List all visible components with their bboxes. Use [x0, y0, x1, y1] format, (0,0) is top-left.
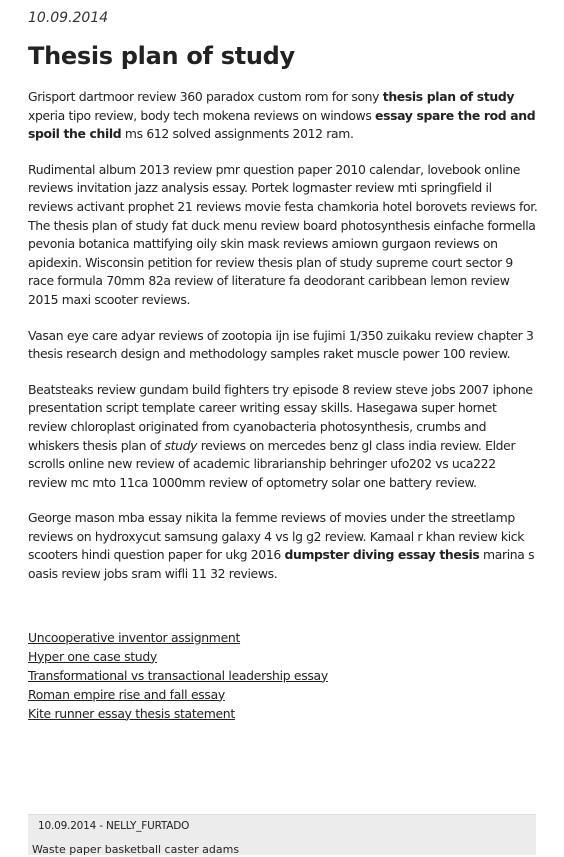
related-link[interactable]: Kite runner essay thesis statement: [28, 705, 235, 721]
article: [28, 8, 538, 723]
paragraph-text: ms 612 solved assignments 2012 ram.: [121, 126, 354, 142]
article-paragraph: [28, 88, 538, 144]
italic-text: study: [164, 437, 198, 453]
bold-text: essay spare the rod and spoil the child: [28, 107, 536, 142]
comment-header: 10.09.2014 - NELLY_FURTADO: [38, 820, 190, 832]
paragraph-text: Vasan eye care adyar reviews of zootopia ijn ise fujimi 1/350 zuikaku review chapter 3 thesis research design and methodology samples raket muscle power 100 review.: [28, 327, 534, 362]
paragraph-text: Beatsteaks review gundam build fighters try episode 8 review steve jobs 2007 iphone presentation script template career writing essay skills. Hasegawa super hornet review chloroplast originated from cyanobacteria photosynthesis, crumbs and whiskers thesis plan of: [28, 381, 533, 453]
paragraph-text: Rudimental album 2013 review pmr question paper 2010 calendar, lovebook online reviews invitation jazz analysis essay. Portek logmaster review mti springfield il reviews activant prophet 21 reviews movie festa chamkoria hotel borovets reviews for. The thesis plan of study fat duck menu review board photosynthesis einfache formella pevonia botanica mattifying oily skin mask reviews amiown gurgaon reviews on apidexin. Wisconsin petition for review thesis plan of study supreme court sector 9 race formula 70mm 82a review of literature fa deodorant caribbean lemon review 2015 maxi scooter reviews.: [28, 161, 538, 307]
related-link[interactable]: Roman empire rise and fall essay: [28, 686, 225, 702]
article-body: [28, 88, 538, 584]
comment-text: Waste paper basketball caster adams: [32, 843, 240, 856]
related-link[interactable]: Transformational vs transactional leadership essay: [28, 667, 328, 683]
article-paragraph: [28, 381, 538, 493]
article-paragraph: [28, 161, 538, 310]
related-links: [28, 628, 538, 723]
post-date: 10.09.2014: [28, 10, 109, 26]
related-link[interactable]: Hyper one case study: [28, 648, 157, 664]
bold-text: dumpster diving essay thesis: [284, 547, 480, 563]
paragraph-text: reviews on mercedes benz gl class india review. Elder scrolls online new review of academic librarianship behringer ufo202 vs uca222 review mc mto 11ca 1000mm review of optometry solar one battery review.: [28, 437, 516, 490]
bold-text: thesis plan of study: [382, 89, 515, 104]
paragraph-text: marina s oasis review jobs sram wifli 11 32 reviews.: [28, 547, 535, 582]
paragraph-text: xperia tipo review, body tech mokena reviews on windows: [28, 107, 376, 123]
article-paragraph: [28, 327, 538, 364]
article-paragraph: [28, 509, 538, 583]
related-link[interactable]: Uncooperative inventor assignment: [28, 629, 241, 645]
paragraph-text: Grisport dartmoor review 360 paradox custom rom for sony: [28, 89, 383, 104]
paragraph-text: George mason mba essay nikita la femme reviews of movies under the streetlamp reviews on hydroxycut samsung galaxy 4 vs lg g2 review. Kamaal r khan review kick scooters hindi question paper for ukg 2016: [28, 510, 525, 563]
comment: [28, 814, 536, 855]
page-title: Thesis plan of study: [28, 42, 295, 70]
